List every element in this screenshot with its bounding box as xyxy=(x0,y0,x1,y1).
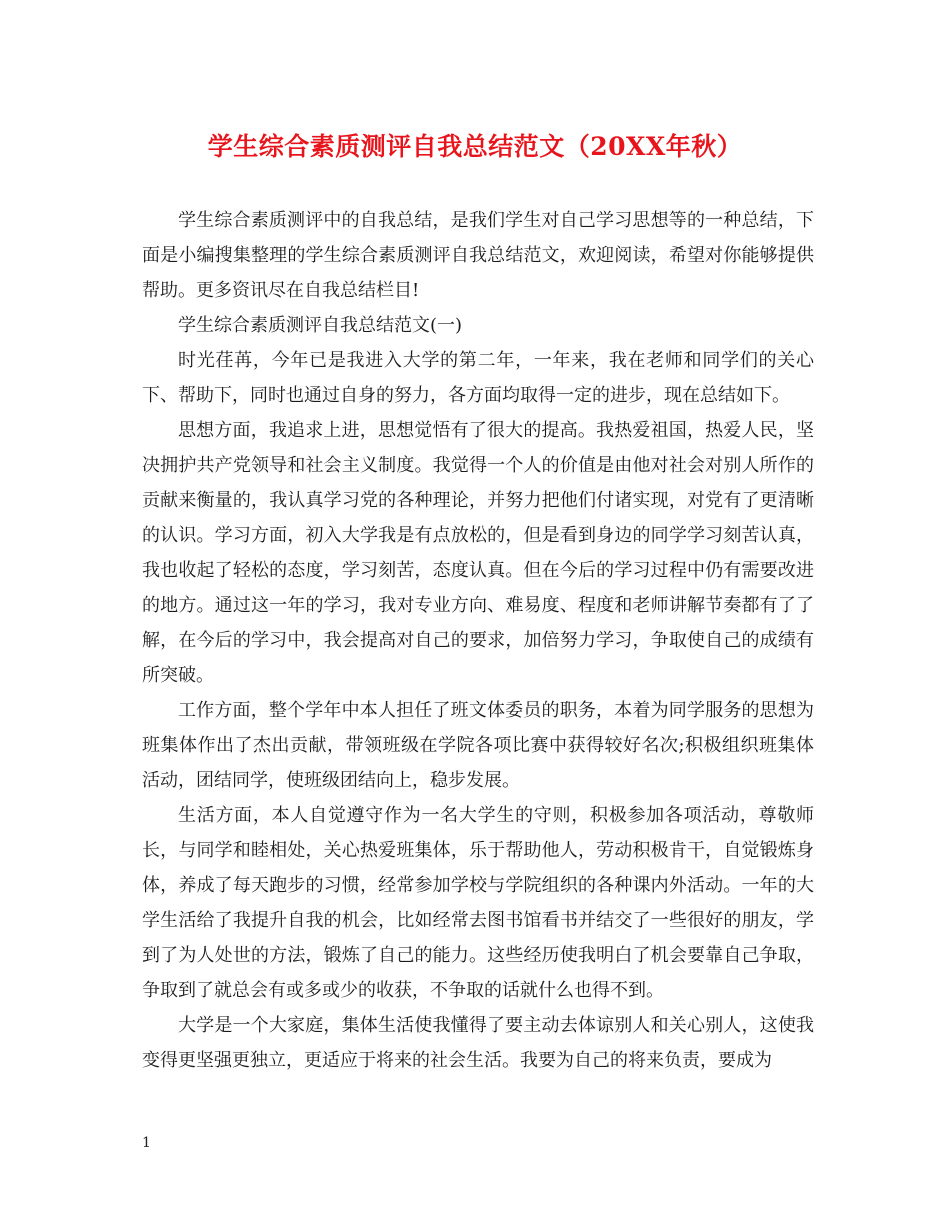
document-body xyxy=(142,203,814,1078)
document-title: 学生综合素质测评自我总结范文（20XX年秋） xyxy=(207,132,743,161)
paragraph-section-heading: 学生综合素质测评自我总结范文(一) xyxy=(178,315,463,336)
paragraph-work: 工作方面，整个学年中本人担任了班文体委员的职务，本着为同学服务的思想为班集体作出了杰出贡献，带领班级在学院各项比赛中获得较好名次;积极组织班集体活动，团结同学，使班级团结向上，稳步发展。 xyxy=(142,700,814,791)
paragraph-thought-study: 思想方面，我追求上进，思想觉悟有了很大的提高。我热爱祖国，热爱人民，坚决拥护共产党领导和社会主义制度。我觉得一个人的价值是由他对社会对别人所作的贡献来衡量的，我认真学习党的各种理论，并努力把他们付诸实现，对党有了更清晰的认识。学习方面，初入大学我是有点放松的，但是看到身边的同学学习刻苦认真，我也收起了轻松的态度，学习刻苦，态度认真。但在今后的学习过程中仍有需要改进的地方。通过这一年的学习，我对专业方向、难易度、程度和老师讲解节奏都有了了解，在今后的学习中，我会提高对自己的要求，加倍努力学习，争取使自己的成绩有所突破。 xyxy=(142,420,814,686)
page-number: 1 xyxy=(142,1135,151,1151)
paragraph-university: 大学是一个大家庭，集体生活使我懂得了要主动去体谅别人和关心别人，这使我变得更坚强更独立，更适应于将来的社会生活。我要为自己的将来负责，要成为 xyxy=(142,1015,814,1071)
paragraph-life: 生活方面，本人自觉遵守作为一名大学生的守则，积极参加各项活动，尊敬师长，与同学和睦相处，关心热爱班集体，乐于帮助他人，劳动积极肯干，自觉锻炼身体，养成了每天跑步的习惯，经常参加学校与学院组织的各种课内外活动。一年的大学生活给了我提升自我的机会，比如经常去图书馆看书并结交了一些很好的朋友，学到了为人处世的方法，锻炼了自己的能力。这些经历使我明白了机会要靠自己争取，争取到了就总会有或多或少的收获，不争取的话就什么也得不到。 xyxy=(142,805,814,1001)
paragraph-opening: 时光荏苒，今年已是我进入大学的第二年，一年来，我在老师和同学们的关心下、帮助下，同时也通过自身的努力，各方面均取得一定的进步，现在总结如下。 xyxy=(142,350,814,406)
paragraph-intro: 学生综合素质测评中的自我总结，是我们学生对自己学习思想等的一种总结，下面是小编搜集整理的学生综合素质测评自我总结范文，欢迎阅读，希望对你能够提供帮助。更多资讯尽在自我总结栏目! xyxy=(142,210,814,301)
